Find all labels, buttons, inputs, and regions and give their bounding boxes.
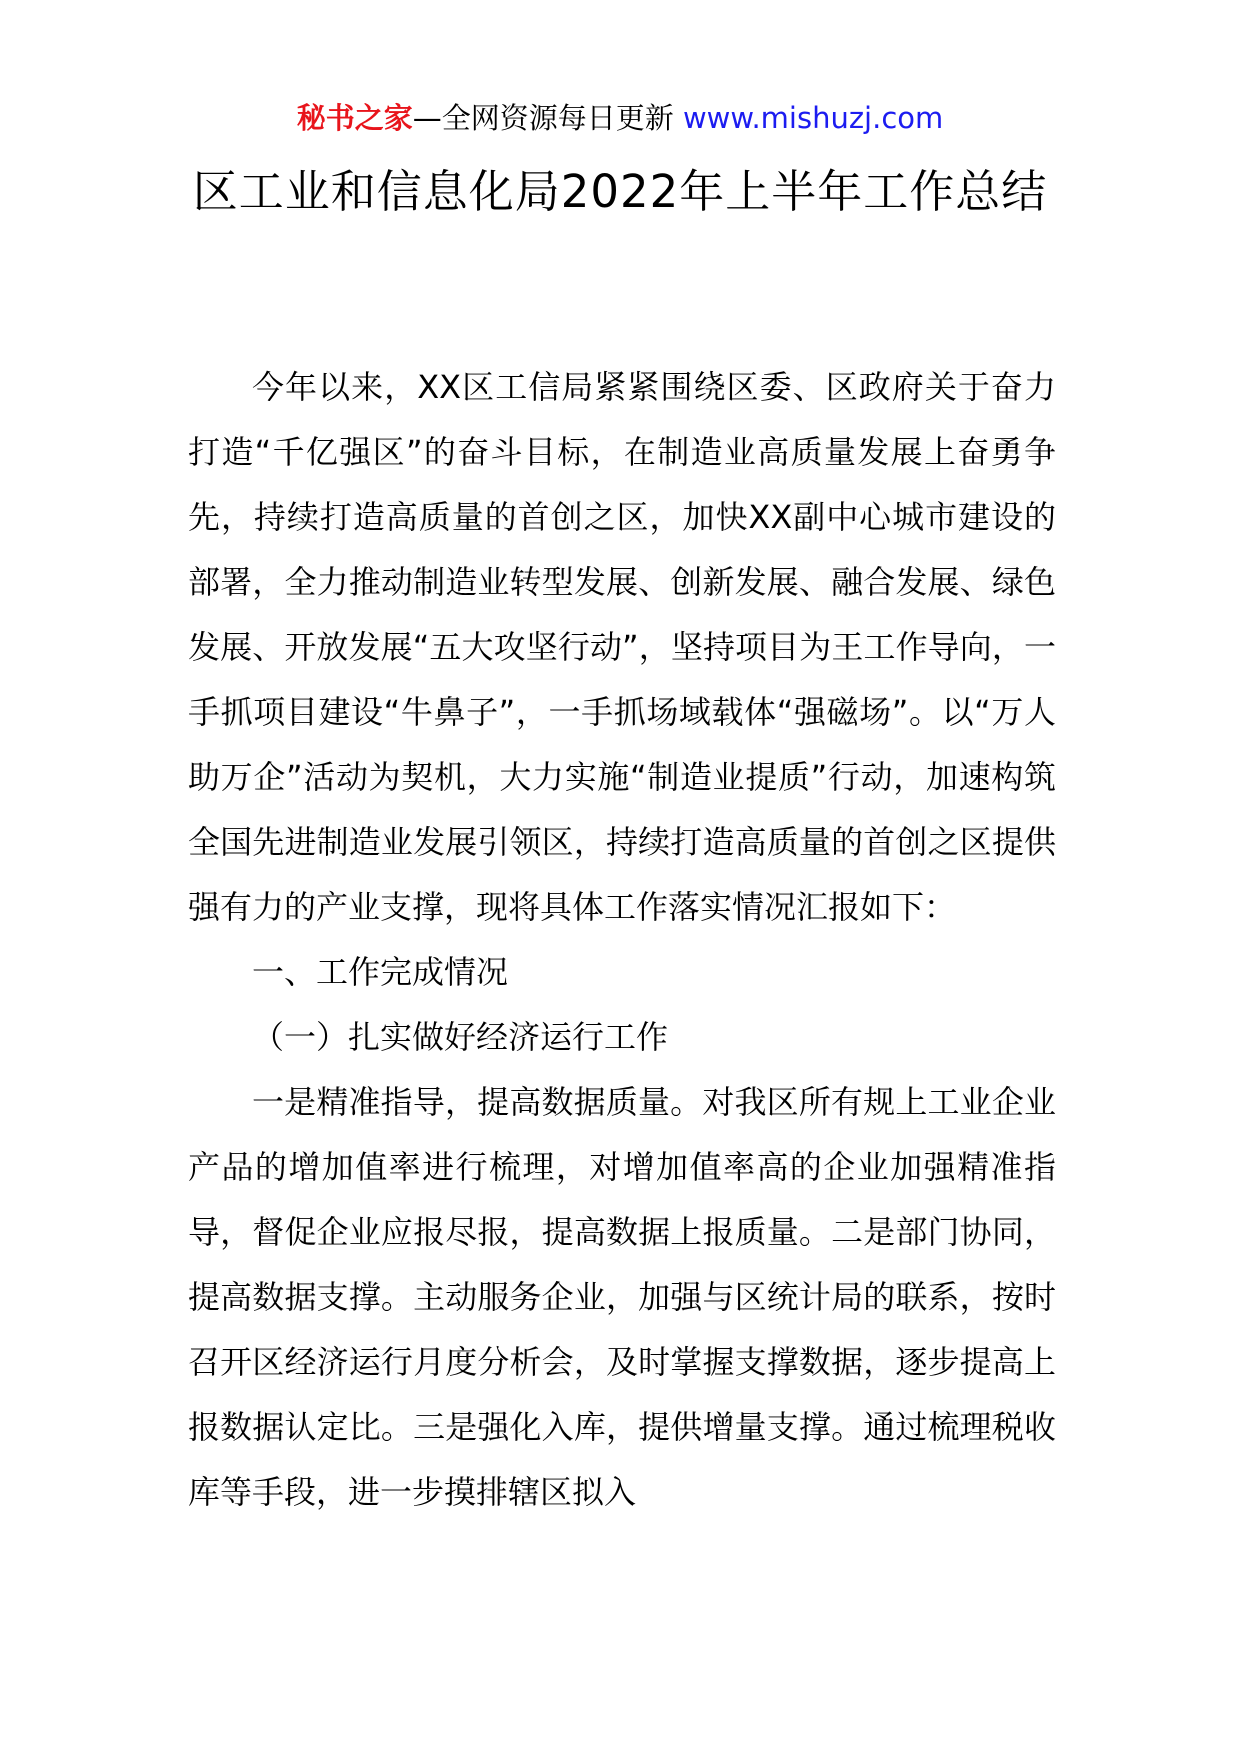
subsection-heading: （一）扎实做好经济运行工作 <box>252 1018 669 1056</box>
website-link[interactable]: www.mishuzj.com <box>682 101 944 135</box>
section-heading: 一、工作完成情况 <box>252 953 509 991</box>
site-header <box>0 98 1240 138</box>
header-tagline: —全网资源每日更新 <box>412 101 674 135</box>
document-body <box>188 355 1056 1525</box>
intro-paragraph: 今年以来，XX区工信局紧紧围绕区委、区政府关于奋力打造“千亿强区”的奋斗目标，在制造业高质量发展上奋勇争先，持续打造高质量的首创之区，加快XX副中心城市建设的部署，全力推动制造业转型发展、创新发展、融合发展、绿色发展、开放发展“五大攻坚行动”，坚持项目为王工作导向，一手抓项目建设“牛鼻子”，一手抓场域载体“强磁场”。以“万人助万企”活动为契机，大力实施“制造业提质”行动，加速构筑全国先进制造业发展引领区，持续打造高质量的首创之区提供强有力的产业支撑，现将具体工作落实情况汇报如下： <box>188 368 1056 926</box>
brand-name: 秘书之家 <box>296 101 413 135</box>
document-title: 区工业和信息化局2022年上半年工作总结 <box>192 165 1048 218</box>
body-paragraph: 一是精准指导，提高数据质量。对我区所有规上工业企业产品的增加值率进行梳理，对增加值率高的企业加强精准指导，督促企业应报尽报，提高数据上报质量。二是部门协同，提高数据支撑。主动服务企业，加强与区统计局的联系，按时召开区经济运行月度分析会，及时掌握支撑数据，逐步提高上报数据认定比。三是强化入库，提供增量支撑。通过梳理税收库等手段，进一步摸排辖区拟入 <box>188 1083 1056 1511</box>
